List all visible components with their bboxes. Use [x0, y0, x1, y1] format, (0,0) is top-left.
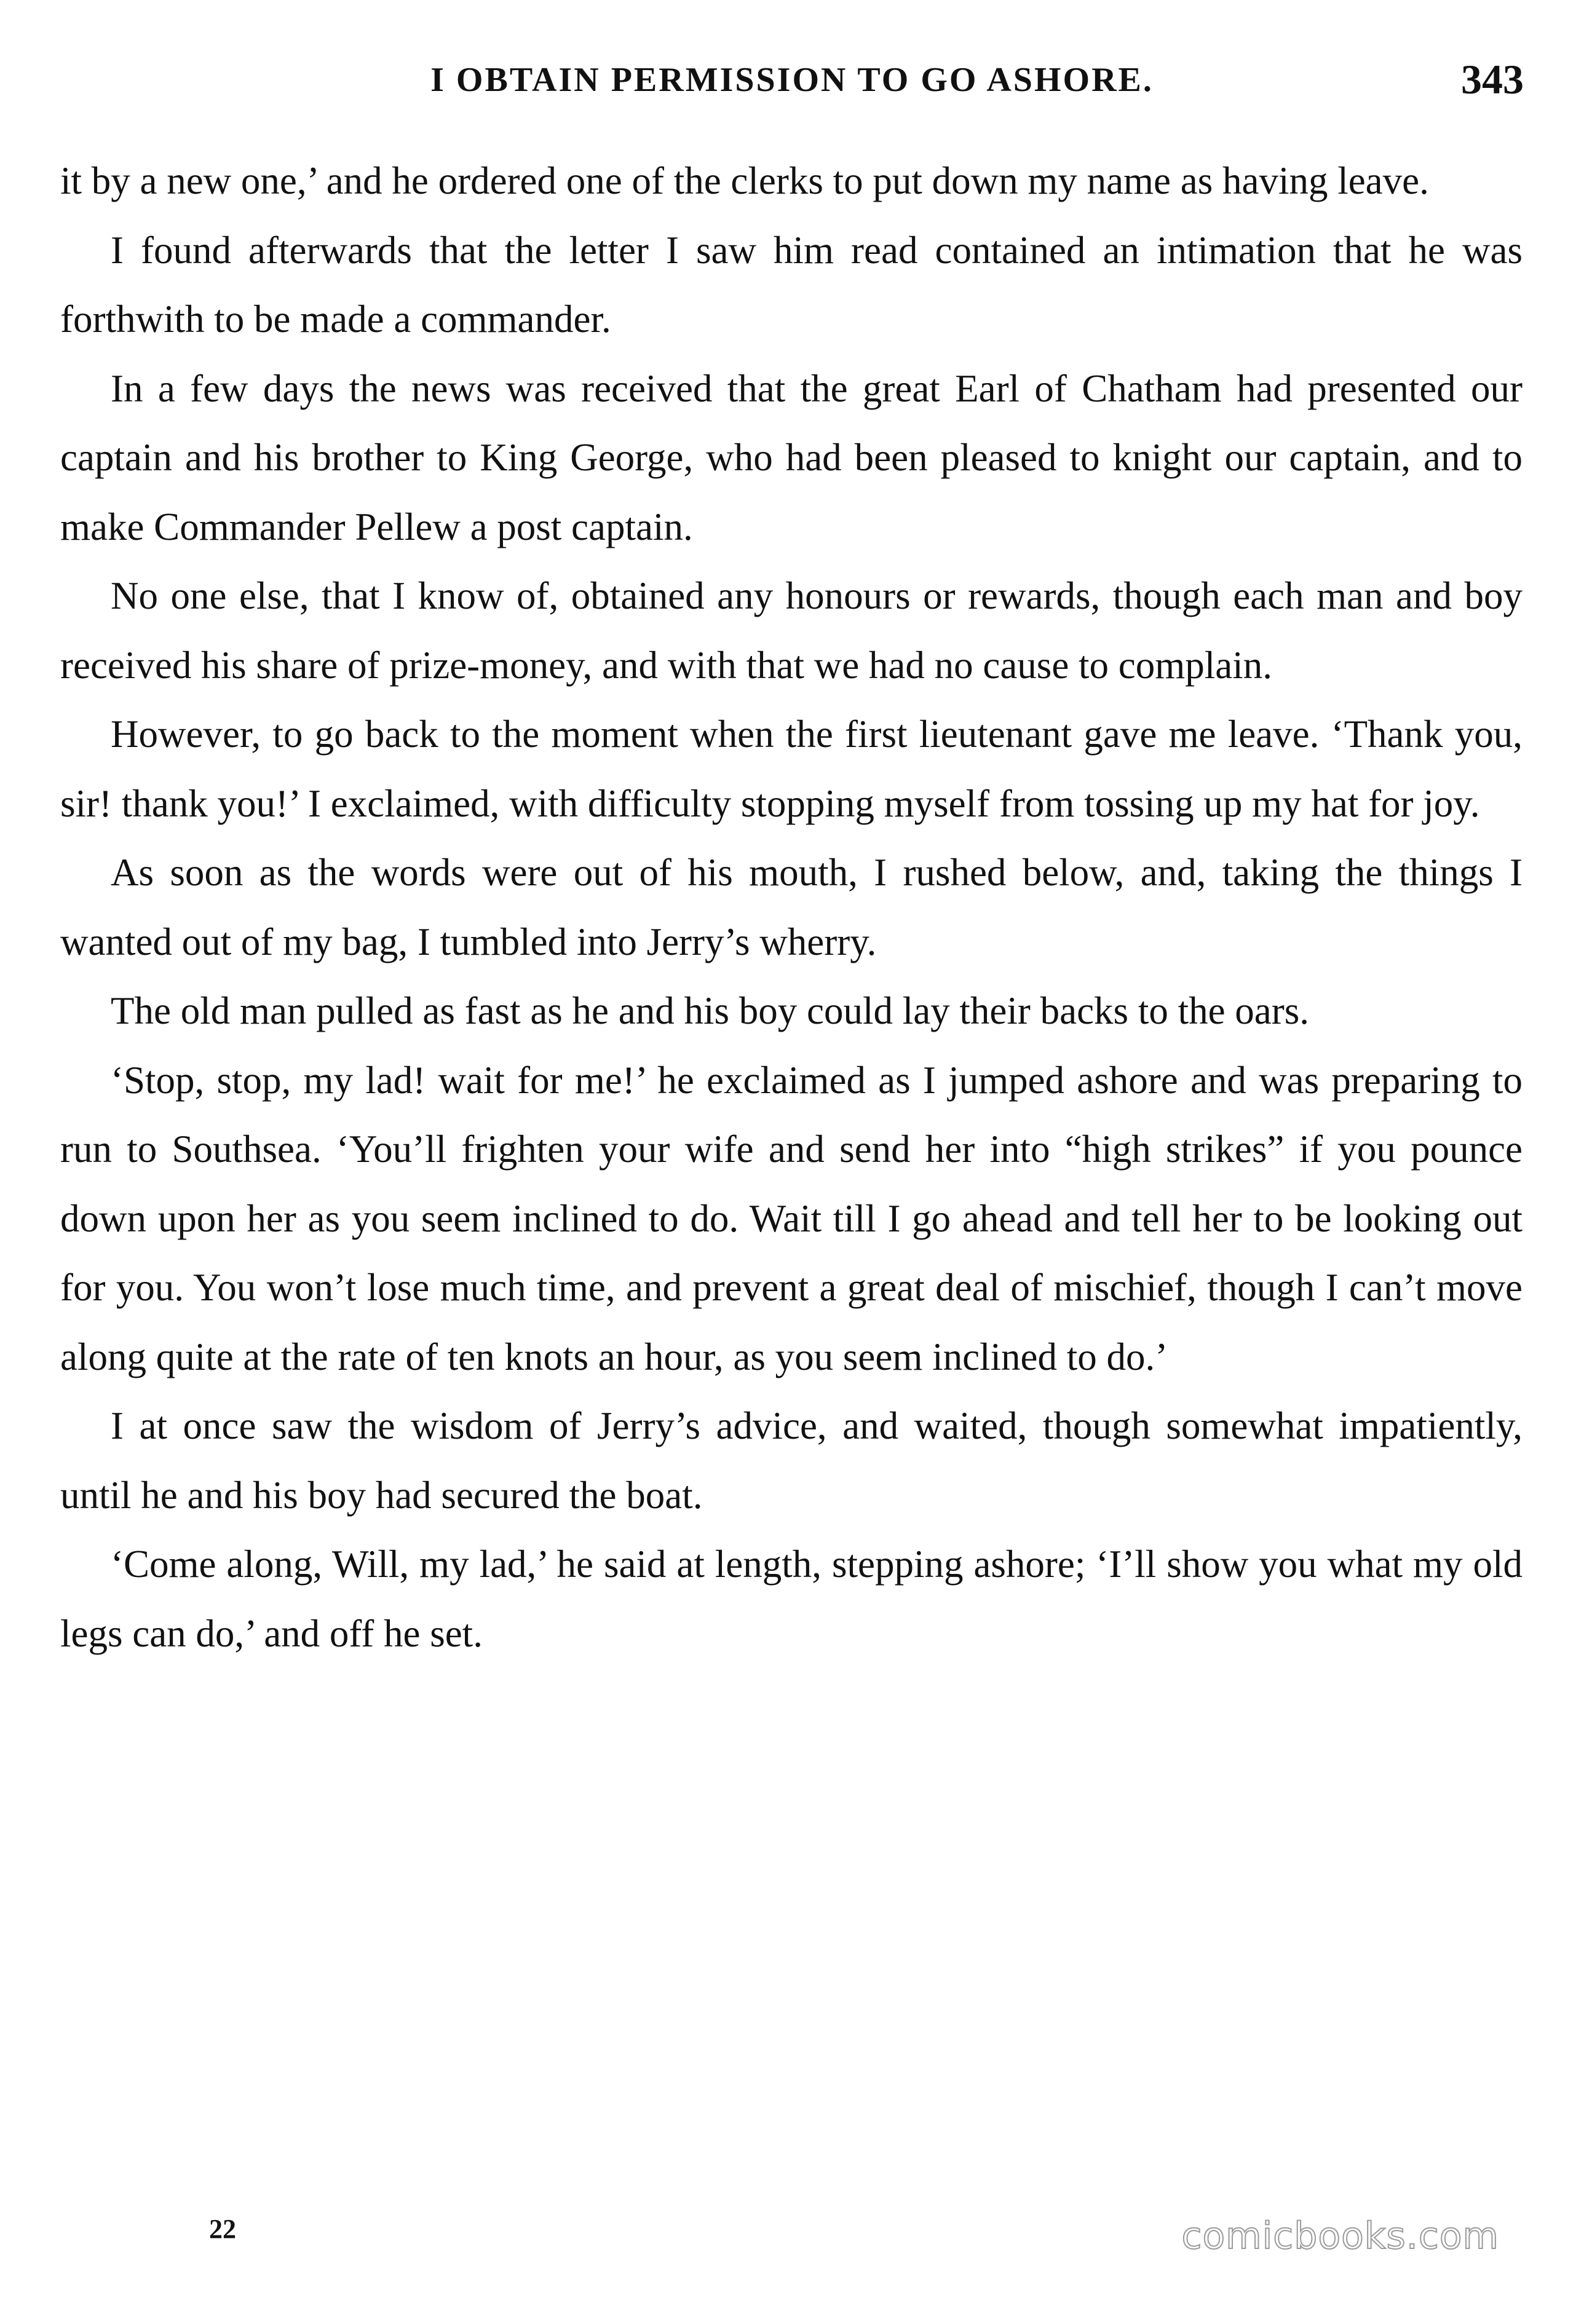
paragraph-7: The old man pulled as fast as he and his boy could lay their backs to the oars. [111, 989, 1310, 1032]
paragraph-6: As soon as the words were out of his mouth, I rushed below, and, taking the things I wanted out of my bag, I tumbled into Jerry’s wherry. [60, 851, 1523, 963]
paragraph-8: ‘Stop, stop, my lad! wait for me!’ he exclaimed as I jumped ashore and was preparing to run to Southsea. ‘You’ll frighten your wife and send her into “high strikes” if you pounce down upon her as you seem inclined to do. Wait till I go ahead and tell her to be looking out for you. You won’t lose much time, and prevent a great deal of mischief, though I can’t move along quite at the rate of ten knots an hour, as you seem inclined to do.’ [60, 1058, 1523, 1378]
paragraph-9: I at once saw the wisdom of Jerry’s advice, and waited, though somewhat impatiently, until he and his boy had secured the boat. [60, 1404, 1523, 1517]
paragraph-2: I found afterwards that the letter I saw him read contained an intimation that he was forthwith to be made a commander. [60, 228, 1523, 341]
page-header [60, 55, 1524, 111]
watermark: comicbooks.com [1181, 2215, 1499, 2258]
paragraph-3: In a few days the news was received that the great Earl of Chatham had presented our captain and his brother to King George, who had been pleased to knight our captain, and to make Commander Pellew a post captain. [60, 366, 1523, 548]
paragraph-10: ‘Come along, Will, my lad,’ he said at length, stepping ashore; ‘I’ll show you what my old legs can do,’ and off he set. [60, 1543, 1523, 1655]
body-text [60, 146, 1523, 1668]
paragraph-1: it by a new one,’ and he ordered one of the clerks to put down my name as having leave. [60, 159, 1429, 202]
running-head: I OBTAIN PERMISSION TO GO ASHORE. [430, 61, 1154, 99]
paragraph-4: No one else, that I know of, obtained any honours or rewards, though each man and boy received his share of prize-money, and with that we had no cause to complain. [60, 574, 1523, 687]
page-number: 343 [1461, 56, 1524, 103]
paragraph-5: However, to go back to the moment when the first lieutenant gave me leave. ‘Thank you, sir! thank you!’ I exclaimed, with difficulty stopping myself from tossing up my hat for joy. [60, 713, 1523, 825]
signature-mark: 22 [209, 2214, 236, 2244]
